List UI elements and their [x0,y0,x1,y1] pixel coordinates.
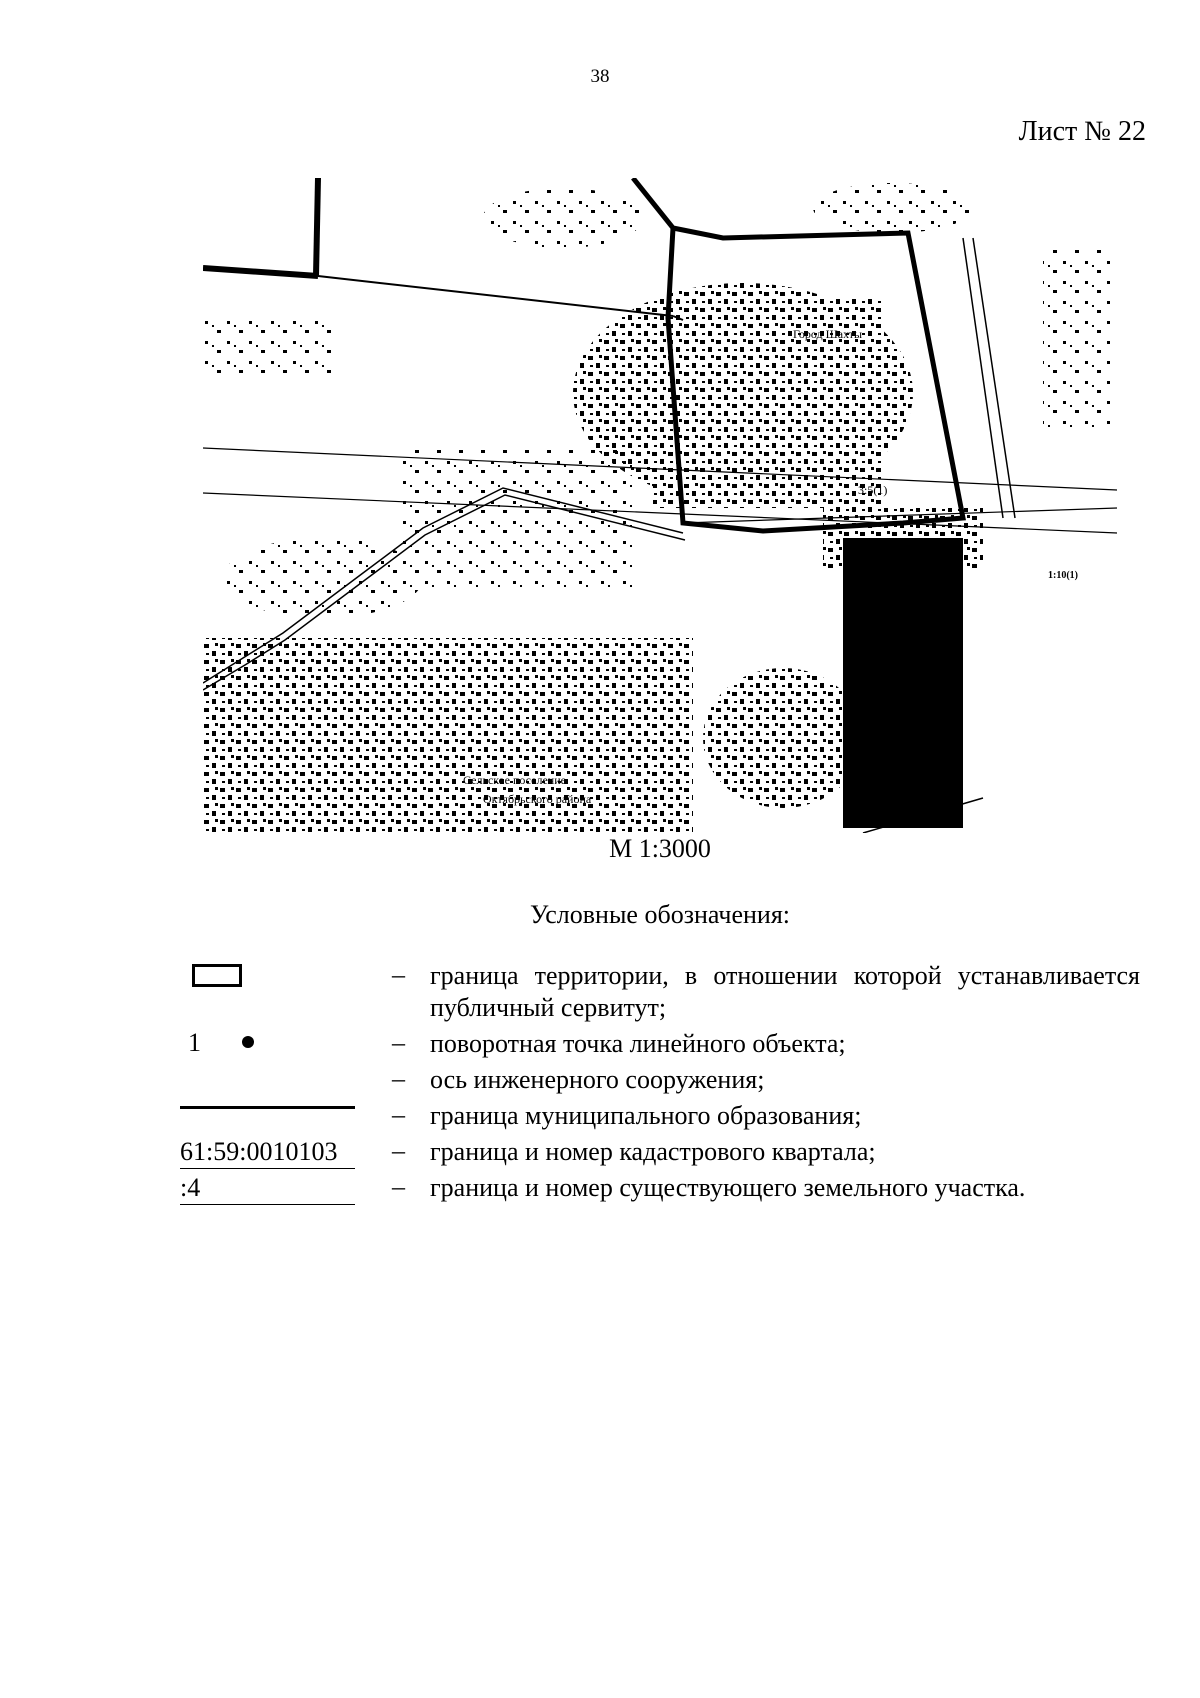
map-label-city: Город Шахты [793,327,863,341]
legend-dash: – [392,1136,405,1165]
legend-text: граница муниципального образования; [430,1101,862,1130]
legend-row-municipal [180,1100,1140,1136]
legend-dash: – [392,960,405,989]
legend-title: Условные обозначения: [529,900,791,929]
legend-cadastral-label: 61:59:0010103 [180,1136,355,1169]
map-image [203,178,1117,833]
legend-dash: – [392,1172,405,1201]
legend-dash: – [392,1028,405,1057]
legend-dash: – [392,1064,405,1093]
legend-text: поворотная точка линейного объекта; [430,1029,846,1058]
page-number: 38 [590,66,610,87]
legend-point-label: 1 [188,1028,201,1057]
legend-text: граница территории, в отношении которой устанавливается публичный сервитут; [430,961,1140,1022]
legend-row-cadastral [180,1136,1140,1172]
map-scale: М 1:3000 [609,834,711,863]
legend [180,960,1140,1208]
legend-text: ось инженерного сооружения; [430,1065,765,1094]
legend-text: граница и номер кадастрового квартала; [430,1137,876,1166]
legend-parcel-label: :4 [180,1172,355,1205]
point-dot-icon [242,1036,254,1048]
sheet-label: Лист № 22 [1018,116,1146,147]
legend-row-boundary [180,960,1140,1028]
legend-row-point [180,1028,1140,1064]
vegetation-areas [203,183,1113,833]
map-label-parcel-upper: 3:5(1) [858,483,888,497]
legend-row-axis [180,1064,1140,1100]
map-label-district-line2: Октябрьского района [483,792,592,806]
legend-row-parcel [180,1172,1140,1208]
legend-dash: – [392,1100,405,1129]
map-label-district-line1: Сельское поселение [463,773,566,787]
map-label-parcel-right: 1:10(1) [1048,570,1078,581]
legend-text: граница и номер существующего земельного участка. [430,1173,1026,1202]
